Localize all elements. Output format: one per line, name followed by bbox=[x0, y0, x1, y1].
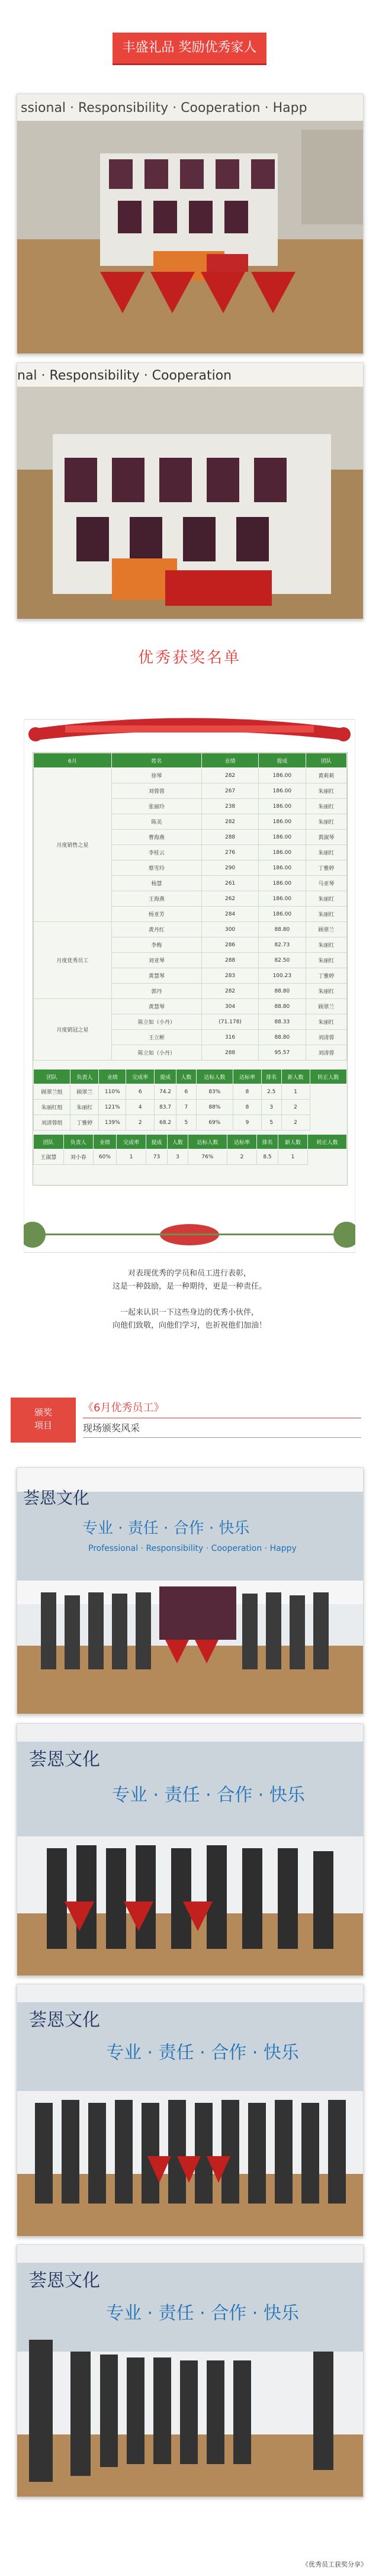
sub-table-cell: 3 bbox=[167, 1149, 188, 1165]
sub-col-header: 新人数 bbox=[278, 1135, 308, 1149]
intro-line: 对表现优秀的学员和员工进行表彰， bbox=[127, 1269, 251, 1278]
table-cell: 陈立如（小丹） bbox=[111, 1045, 201, 1061]
table-cell: 276 bbox=[202, 845, 259, 860]
intro-line: 一起来认识一下这些身边的优秀小伙伴， bbox=[120, 1308, 259, 1317]
col-perf: 业绩 bbox=[202, 753, 259, 768]
table-cell: 267 bbox=[202, 783, 259, 799]
table-cell: 282 bbox=[202, 984, 259, 999]
sub-col-header: 业绩 bbox=[99, 1069, 126, 1084]
sub-col-header: 转正人数 bbox=[310, 1069, 346, 1084]
table-cell: 刘清蓉 bbox=[306, 1045, 346, 1061]
table-cell: 88.80 bbox=[259, 922, 306, 937]
sub-col-header: 完成率 bbox=[126, 1069, 155, 1084]
sub-col-header: 人数 bbox=[167, 1135, 188, 1149]
table-cell: 杨慧 bbox=[111, 876, 201, 891]
svg-text:荟恩文化: 荟恩文化 bbox=[29, 1749, 100, 1770]
table-cell: 288 bbox=[202, 1045, 259, 1061]
table-cell: 186.00 bbox=[259, 860, 306, 876]
table-cell: 282 bbox=[202, 768, 259, 783]
sub-table-cell: 83% bbox=[196, 1084, 233, 1100]
table-cell: 186.00 bbox=[259, 799, 306, 814]
sub-table-cell: 丁雅婷 bbox=[70, 1115, 99, 1130]
sub-table-cell: 121% bbox=[99, 1100, 126, 1115]
sub-table-cell: 76% bbox=[188, 1149, 227, 1165]
gift-photo-2 bbox=[17, 362, 364, 619]
sub-col-header: 负责人 bbox=[63, 1135, 94, 1149]
sub-table-row bbox=[34, 1100, 347, 1115]
sub-table-cell: 139% bbox=[99, 1115, 126, 1130]
sub-table-cell: 2 bbox=[281, 1100, 310, 1115]
sub-table-row bbox=[34, 1115, 347, 1130]
svg-text:专业 · 责任 · 合作 · 快乐: 专业 · 责任 · 合作 · 快乐 bbox=[112, 1785, 305, 1806]
sub-col-header: 团队 bbox=[34, 1135, 64, 1149]
sub-table-cell: 88% bbox=[196, 1100, 233, 1115]
sub-table-cell: 83.7 bbox=[155, 1100, 176, 1115]
table-cell: 顾翠兰 bbox=[306, 999, 346, 1014]
sub-col-header: 新人数 bbox=[281, 1069, 310, 1084]
table-cell: 黄丹红 bbox=[111, 922, 201, 937]
table-cell: 王海燕 bbox=[111, 891, 201, 907]
sub-col-header: 负责人 bbox=[70, 1069, 99, 1084]
footer-caption: 《优秀员工获奖分享》 bbox=[302, 2561, 367, 2568]
sub-col-header: 达标人数 bbox=[196, 1069, 233, 1084]
sub-table-cell: 69% bbox=[196, 1115, 233, 1130]
gift-photo-1 bbox=[17, 94, 364, 354]
table-cell: 马亚琴 bbox=[306, 876, 346, 891]
table-cell: 黄淑琴 bbox=[306, 830, 346, 845]
sub-table-cell: 朱丽红组 bbox=[34, 1100, 70, 1115]
table-cell: 朱丽红 bbox=[306, 953, 346, 968]
table-cell: 朱丽红 bbox=[306, 845, 346, 860]
section-subtitle: 现场颁奖风采 bbox=[83, 1418, 361, 1438]
table-cell: 88.33 bbox=[259, 1014, 306, 1030]
table-cell: 290 bbox=[202, 860, 259, 876]
col-name: 姓名 bbox=[111, 753, 201, 768]
table-cell: 丁雅婷 bbox=[306, 860, 346, 876]
sub-col-header: 达标率 bbox=[233, 1069, 262, 1084]
honor-list-title: 优秀获奖名单 bbox=[137, 649, 241, 667]
table-cell: 186.00 bbox=[259, 814, 306, 830]
table-cell: 283 bbox=[202, 968, 259, 984]
table-cell: 288 bbox=[202, 830, 259, 845]
sub-table-cell: 王淑慧 bbox=[34, 1149, 64, 1165]
table-cell: 朱丽红 bbox=[306, 1014, 346, 1030]
table-cell: 李梅 bbox=[111, 937, 201, 953]
table-cell: 刘蓉蓉 bbox=[111, 783, 201, 799]
table-cell: 186.00 bbox=[259, 783, 306, 799]
col-month: 6月 bbox=[34, 753, 112, 768]
sub-table-cell: 顾翠兰组 bbox=[34, 1084, 70, 1100]
sub-table-cell: 7 bbox=[176, 1100, 197, 1115]
table-cell: 李桂云 bbox=[111, 845, 201, 860]
table-cell: 88.80 bbox=[259, 999, 306, 1014]
table-cell: 186.00 bbox=[259, 830, 306, 845]
sub-col-header: 提成 bbox=[146, 1135, 167, 1149]
header-banner: 丰盛礼品 奖励优秀家人 bbox=[113, 33, 266, 63]
wall-slogan-1: ssional · Responsibility · Cooperation · Happ bbox=[21, 101, 307, 115]
sub-table-cell: 5 bbox=[261, 1115, 281, 1130]
table-cell: 261 bbox=[202, 876, 259, 891]
honor-table bbox=[33, 752, 348, 1186]
sub-table-cell: 5 bbox=[176, 1115, 197, 1130]
section-tag-line: 颁奖 bbox=[34, 1407, 52, 1418]
sub-table-cell: 朱丽红 bbox=[70, 1100, 99, 1115]
table-cell: 186.00 bbox=[259, 907, 306, 922]
table-cell: 100.23 bbox=[259, 968, 306, 984]
sub-table-row bbox=[34, 1149, 347, 1165]
table-cell: 杨亚芳 bbox=[111, 907, 201, 922]
sub-col-header: 达标率 bbox=[227, 1135, 257, 1149]
sub-col-header: 达标人数 bbox=[188, 1135, 227, 1149]
sub-table-cell: 刘清蓉组 bbox=[34, 1115, 70, 1130]
table-cell: 黄莉莉 bbox=[306, 768, 346, 783]
table-cell: 陈立如（小丹） bbox=[111, 1014, 201, 1030]
table-cell: 徐琴 bbox=[111, 768, 201, 783]
table-cell: 186.00 bbox=[259, 845, 306, 860]
table-cell: 316 bbox=[202, 1030, 259, 1045]
intro-paragraph bbox=[36, 1267, 343, 1332]
group-photo-4 bbox=[17, 2244, 364, 2497]
table-row bbox=[34, 999, 347, 1014]
table-cell: 王立彬 bbox=[111, 1030, 201, 1045]
sub-table-cell: 9 bbox=[233, 1115, 262, 1130]
slogan: 专业 · 责任 · 合作 · 快乐 bbox=[82, 1520, 250, 1537]
sub-table-cell: 8.5 bbox=[257, 1149, 278, 1165]
table-cell: 朱丽红 bbox=[306, 907, 346, 922]
table-cell: 朱丽红 bbox=[306, 891, 346, 907]
table-cell: 朱丽红 bbox=[306, 783, 346, 799]
table-cell: (71.178) bbox=[202, 1014, 259, 1030]
company-sign: 荟恩文化 bbox=[23, 1488, 90, 1508]
svg-text:专业 · 责任 · 合作 · 快乐: 专业 · 责任 · 合作 · 快乐 bbox=[106, 2042, 299, 2063]
award-cell: 月度优秀员工 bbox=[34, 922, 112, 999]
slogan-en: Professional · Responsibility · Cooperation · Happy bbox=[88, 1544, 297, 1553]
sub-table-cell: 1 bbox=[116, 1149, 146, 1165]
svg-text:荟恩文化: 荟恩文化 bbox=[29, 2270, 100, 2291]
group-photo-3 bbox=[17, 1984, 364, 2237]
sub-table-cell: 2 bbox=[227, 1149, 257, 1165]
table-cell: 282 bbox=[202, 814, 259, 830]
group-photo-1 bbox=[17, 1467, 364, 1714]
table-cell: 曹海燕 bbox=[111, 830, 201, 845]
award-cell: 月度销售之星 bbox=[34, 768, 112, 922]
table-cell: 刘亚琴 bbox=[111, 953, 201, 968]
sub-table-cell: 6 bbox=[176, 1084, 197, 1100]
section-tag bbox=[11, 1398, 76, 1443]
col-team: 团队 bbox=[306, 753, 346, 768]
sub-table-row bbox=[34, 1084, 347, 1100]
sub-table-cell: 顾翠兰 bbox=[70, 1084, 99, 1100]
sub-col-header: 提成 bbox=[155, 1069, 176, 1084]
table-cell: 82.73 bbox=[259, 937, 306, 953]
sub-table-cell: 3 bbox=[261, 1100, 281, 1115]
svg-text:荟恩文化: 荟恩文化 bbox=[29, 2010, 100, 2031]
section-heading bbox=[83, 1399, 361, 1438]
sub-table-cell: 1 bbox=[281, 1084, 310, 1100]
table-cell: 300 bbox=[202, 922, 259, 937]
table-cell: 88.80 bbox=[259, 984, 306, 999]
sub-table-cell: 74.2 bbox=[155, 1084, 176, 1100]
table-cell: 蔡雪玲 bbox=[111, 860, 201, 876]
table-cell: 288 bbox=[202, 953, 259, 968]
col-commission: 提成 bbox=[259, 753, 306, 768]
sub-col-header: 排名 bbox=[257, 1135, 278, 1149]
wall-slogan-2: nal · Responsibility · Cooperation bbox=[17, 368, 232, 383]
table-cell: 陈美 bbox=[111, 814, 201, 830]
sub-table-cell: 6 bbox=[126, 1084, 155, 1100]
sub-table-cell: 2 bbox=[126, 1115, 155, 1130]
table-cell: 顾翠兰 bbox=[306, 922, 346, 937]
sub-table-cell: 8 bbox=[233, 1100, 262, 1115]
table-cell: 朱丽红 bbox=[306, 937, 346, 953]
intro-line: 向他们致敬，向他们学习，也祈祝他们加油！ bbox=[112, 1321, 266, 1330]
table-cell: 186.00 bbox=[259, 891, 306, 907]
sub-table-cell: 4 bbox=[126, 1100, 155, 1115]
table-cell: 黄慧琴 bbox=[111, 968, 201, 984]
table-cell: 238 bbox=[202, 799, 259, 814]
table-cell: 304 bbox=[202, 999, 259, 1014]
sub-table-cell: 8 bbox=[233, 1084, 262, 1100]
table-cell: 284 bbox=[202, 907, 259, 922]
table-row bbox=[34, 922, 347, 937]
intro-line: 这是一种鼓励，是一种期待，更是一种责任。 bbox=[112, 1282, 266, 1291]
sub-col-header: 人数 bbox=[176, 1069, 197, 1084]
sub-table-cell: 73 bbox=[146, 1149, 167, 1165]
sub-col-header: 排名 bbox=[261, 1069, 281, 1084]
table-cell: 郭丹 bbox=[111, 984, 201, 999]
sub-table-cell: 68.2 bbox=[155, 1115, 176, 1130]
group-photo-2 bbox=[17, 1723, 364, 1976]
sub-table-cell: 2 bbox=[281, 1115, 310, 1130]
sub-table-cell: 110% bbox=[99, 1084, 126, 1100]
table-cell: 张丽玲 bbox=[111, 799, 201, 814]
sub-table-cell: 2.5 bbox=[261, 1084, 281, 1100]
sub-col-header: 业绩 bbox=[94, 1135, 117, 1149]
table-cell: 186.00 bbox=[259, 768, 306, 783]
sub-table-cell: 1 bbox=[278, 1149, 308, 1165]
table-cell: 82.50 bbox=[259, 953, 306, 968]
table-cell: 黄慧琴 bbox=[111, 999, 201, 1014]
sub-table-cell: 刘小春 bbox=[63, 1149, 94, 1165]
section-title: 《6月优秀员工》 bbox=[83, 1399, 361, 1418]
table-cell: 丁雅婷 bbox=[306, 968, 346, 984]
table-cell: 262 bbox=[202, 891, 259, 907]
award-cell: 月度销冠之星 bbox=[34, 999, 112, 1061]
section-tag-line: 项目 bbox=[34, 1420, 52, 1431]
table-cell: 88.80 bbox=[259, 1030, 306, 1045]
table-cell: 朱丽红 bbox=[306, 984, 346, 999]
table-cell: 186.00 bbox=[259, 876, 306, 891]
table-row bbox=[34, 768, 347, 783]
sub-table-cell: 60% bbox=[94, 1149, 117, 1165]
table-cell: 朱丽红 bbox=[306, 799, 346, 814]
table-cell: 刘清蓉 bbox=[306, 1030, 346, 1045]
sub-col-header: 转正人数 bbox=[308, 1135, 347, 1149]
table-cell: 95.57 bbox=[259, 1045, 306, 1061]
table-cell: 286 bbox=[202, 937, 259, 953]
svg-text:专业 · 责任 · 合作 · 快乐: 专业 · 责任 · 合作 · 快乐 bbox=[106, 2303, 299, 2324]
sub-col-header: 团队 bbox=[34, 1069, 70, 1084]
sub-col-header: 完成率 bbox=[116, 1135, 146, 1149]
table-cell: 朱丽红 bbox=[306, 814, 346, 830]
